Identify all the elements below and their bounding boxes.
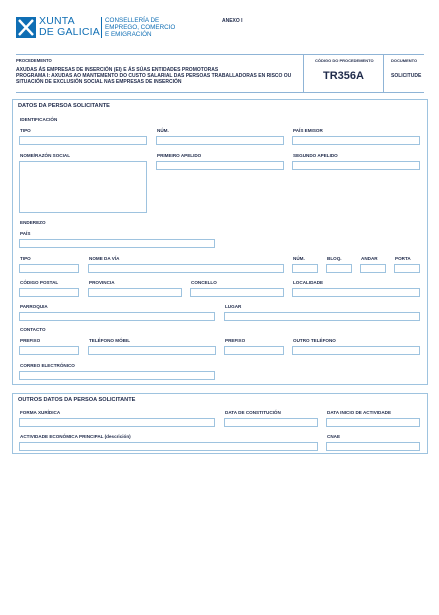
data-constitucion-label: DATA DE CONSTITUCIÓN xyxy=(225,410,281,415)
nome-via-field[interactable] xyxy=(88,264,284,273)
telefono-movil-field[interactable] xyxy=(88,346,216,355)
concello-label: CONCELLO xyxy=(191,280,217,285)
tipo-field[interactable] xyxy=(19,136,147,145)
bloq-field[interactable] xyxy=(326,264,352,273)
procedure-code: TR356A xyxy=(323,70,364,82)
codigo-postal-label: CÓDIGO POSTAL xyxy=(20,280,59,285)
porta-label: PORTA xyxy=(395,256,411,261)
brand-line-2: DE GALICIA xyxy=(39,26,100,38)
primeiro-apelido-label: PRIMEIRO APELIDO xyxy=(157,153,202,158)
andar-field[interactable] xyxy=(360,264,386,273)
num-via-label: NÚM. xyxy=(293,256,305,261)
actividade-label: ACTIVIDADE ECONÓMICA PRINCIPAL (descrición) xyxy=(20,434,131,439)
correo-label: CORREO ELECTRÓNICO xyxy=(20,363,75,368)
tipo-label: TIPO xyxy=(20,128,31,133)
data-inicio-field[interactable] xyxy=(326,418,420,427)
correo-field[interactable] xyxy=(19,371,215,380)
procedure-line-2: PROGRAMA I: AXUDAS AO MANTEMENTO DO CUSTO SALARIAL DAS PERSOAS TRABALLADORAS EN RISCO OU xyxy=(16,73,292,79)
procedure-label: PROCEDEMENTO xyxy=(16,58,52,63)
localidade-field[interactable] xyxy=(292,288,420,297)
segundo-apelido-label: SEGUNDO APELIDO xyxy=(293,153,338,158)
dept-line-1: CONSELLERÍA DE xyxy=(105,17,160,24)
identification-heading: IDENTIFICACIÓN xyxy=(20,117,58,122)
primeiro-apelido-field[interactable] xyxy=(156,161,284,170)
pais-label: PAÍS xyxy=(20,231,31,236)
parroquia-field[interactable] xyxy=(19,312,215,321)
header-top-rule xyxy=(16,54,424,55)
brand-line-1: XUNTA xyxy=(39,15,75,27)
department-name xyxy=(105,17,175,38)
num-label: NÚM. xyxy=(157,128,169,133)
lugar-label: LUGAR xyxy=(225,304,242,309)
codigo-postal-field[interactable] xyxy=(19,288,79,297)
tipo-via-field[interactable] xyxy=(19,264,79,273)
header-bottom-rule xyxy=(16,92,424,93)
cnae-label: CNAE xyxy=(327,434,341,439)
xunta-logo xyxy=(16,17,36,38)
brand-divider xyxy=(101,17,102,38)
contacto-heading: CONTACTO xyxy=(20,327,46,332)
concello-field[interactable] xyxy=(190,288,284,297)
provincia-label: PROVINCIA xyxy=(89,280,115,285)
tipo-via-label: TIPO xyxy=(20,256,31,261)
num-via-field[interactable] xyxy=(292,264,318,273)
lugar-field[interactable] xyxy=(224,312,420,321)
header-divider-2 xyxy=(383,54,384,92)
provincia-field[interactable] xyxy=(88,288,182,297)
actividade-field[interactable] xyxy=(19,442,318,451)
procedure-line-3: SITUACIÓN DE EXCLUSIÓN SOCIAL NAS EMPRESAS DE INSERCIÓN xyxy=(16,79,182,85)
annex-title: ANEXO I xyxy=(222,18,243,24)
andar-label: ANDAR xyxy=(361,256,378,261)
procedure-code-label: CÓDIGO DO PROCEDEMENTO xyxy=(315,58,374,63)
parroquia-label: PARROQUIA xyxy=(20,304,48,309)
pais-emisor-label: PAÍS EMISOR xyxy=(293,128,323,133)
other-section-title: OUTROS DATOS DA PERSOA SOLICITANTE xyxy=(18,397,136,403)
localidade-label: LOCALIDADE xyxy=(293,280,324,285)
data-constitucion-field[interactable] xyxy=(224,418,318,427)
prefixo-2-field[interactable] xyxy=(224,346,284,355)
pais-emisor-field[interactable] xyxy=(292,136,420,145)
document-value: SOLICITUDE xyxy=(391,73,422,79)
dept-line-2: EMPREGO, COMERCIO xyxy=(105,24,176,31)
procedure-line-1: AXUDAS ÁS EMPRESAS DE INSERCIÓN (EI) E ÁS SÚAS ENTIDADES PROMOTORAS xyxy=(16,67,219,73)
segundo-apelido-field[interactable] xyxy=(292,161,420,170)
outro-telefono-label: OUTRO TELÉFONO xyxy=(293,338,336,343)
procedure-text xyxy=(16,67,291,85)
prefixo-label: PREFIXO xyxy=(20,338,41,343)
enderezo-heading: ENDEREZO xyxy=(20,220,46,225)
header-divider-1 xyxy=(303,54,304,92)
pais-field[interactable] xyxy=(19,239,215,248)
forma-xuridica-field[interactable] xyxy=(19,418,215,427)
brand-name xyxy=(39,16,100,38)
porta-field[interactable] xyxy=(394,264,420,273)
nome-label: NOME/RAZÓN SOCIAL xyxy=(20,153,71,158)
bloq-label: BLOQ. xyxy=(327,256,342,261)
applicant-section-title: DATOS DA PERSOA SOLICITANTE xyxy=(18,103,110,109)
cnae-field[interactable] xyxy=(326,442,420,451)
nome-field[interactable] xyxy=(19,161,147,213)
outro-telefono-field[interactable] xyxy=(292,346,420,355)
prefixo-field[interactable] xyxy=(19,346,79,355)
telefono-movil-label: TELÉFONO MÓBIL xyxy=(89,338,131,343)
xunta-logo-icon xyxy=(16,17,36,38)
document-label: DOCUMENTO xyxy=(391,58,418,63)
nome-via-label: NOME DA VÍA xyxy=(89,256,120,261)
forma-xuridica-label: FORMA XURÍDICA xyxy=(20,410,61,415)
dept-line-3: E EMIGRACIÓN xyxy=(105,31,152,38)
prefixo-2-label: PREFIXO xyxy=(225,338,246,343)
data-inicio-label: DATA INICIO DE ACTIVIDADE xyxy=(327,410,392,415)
num-field[interactable] xyxy=(156,136,284,145)
